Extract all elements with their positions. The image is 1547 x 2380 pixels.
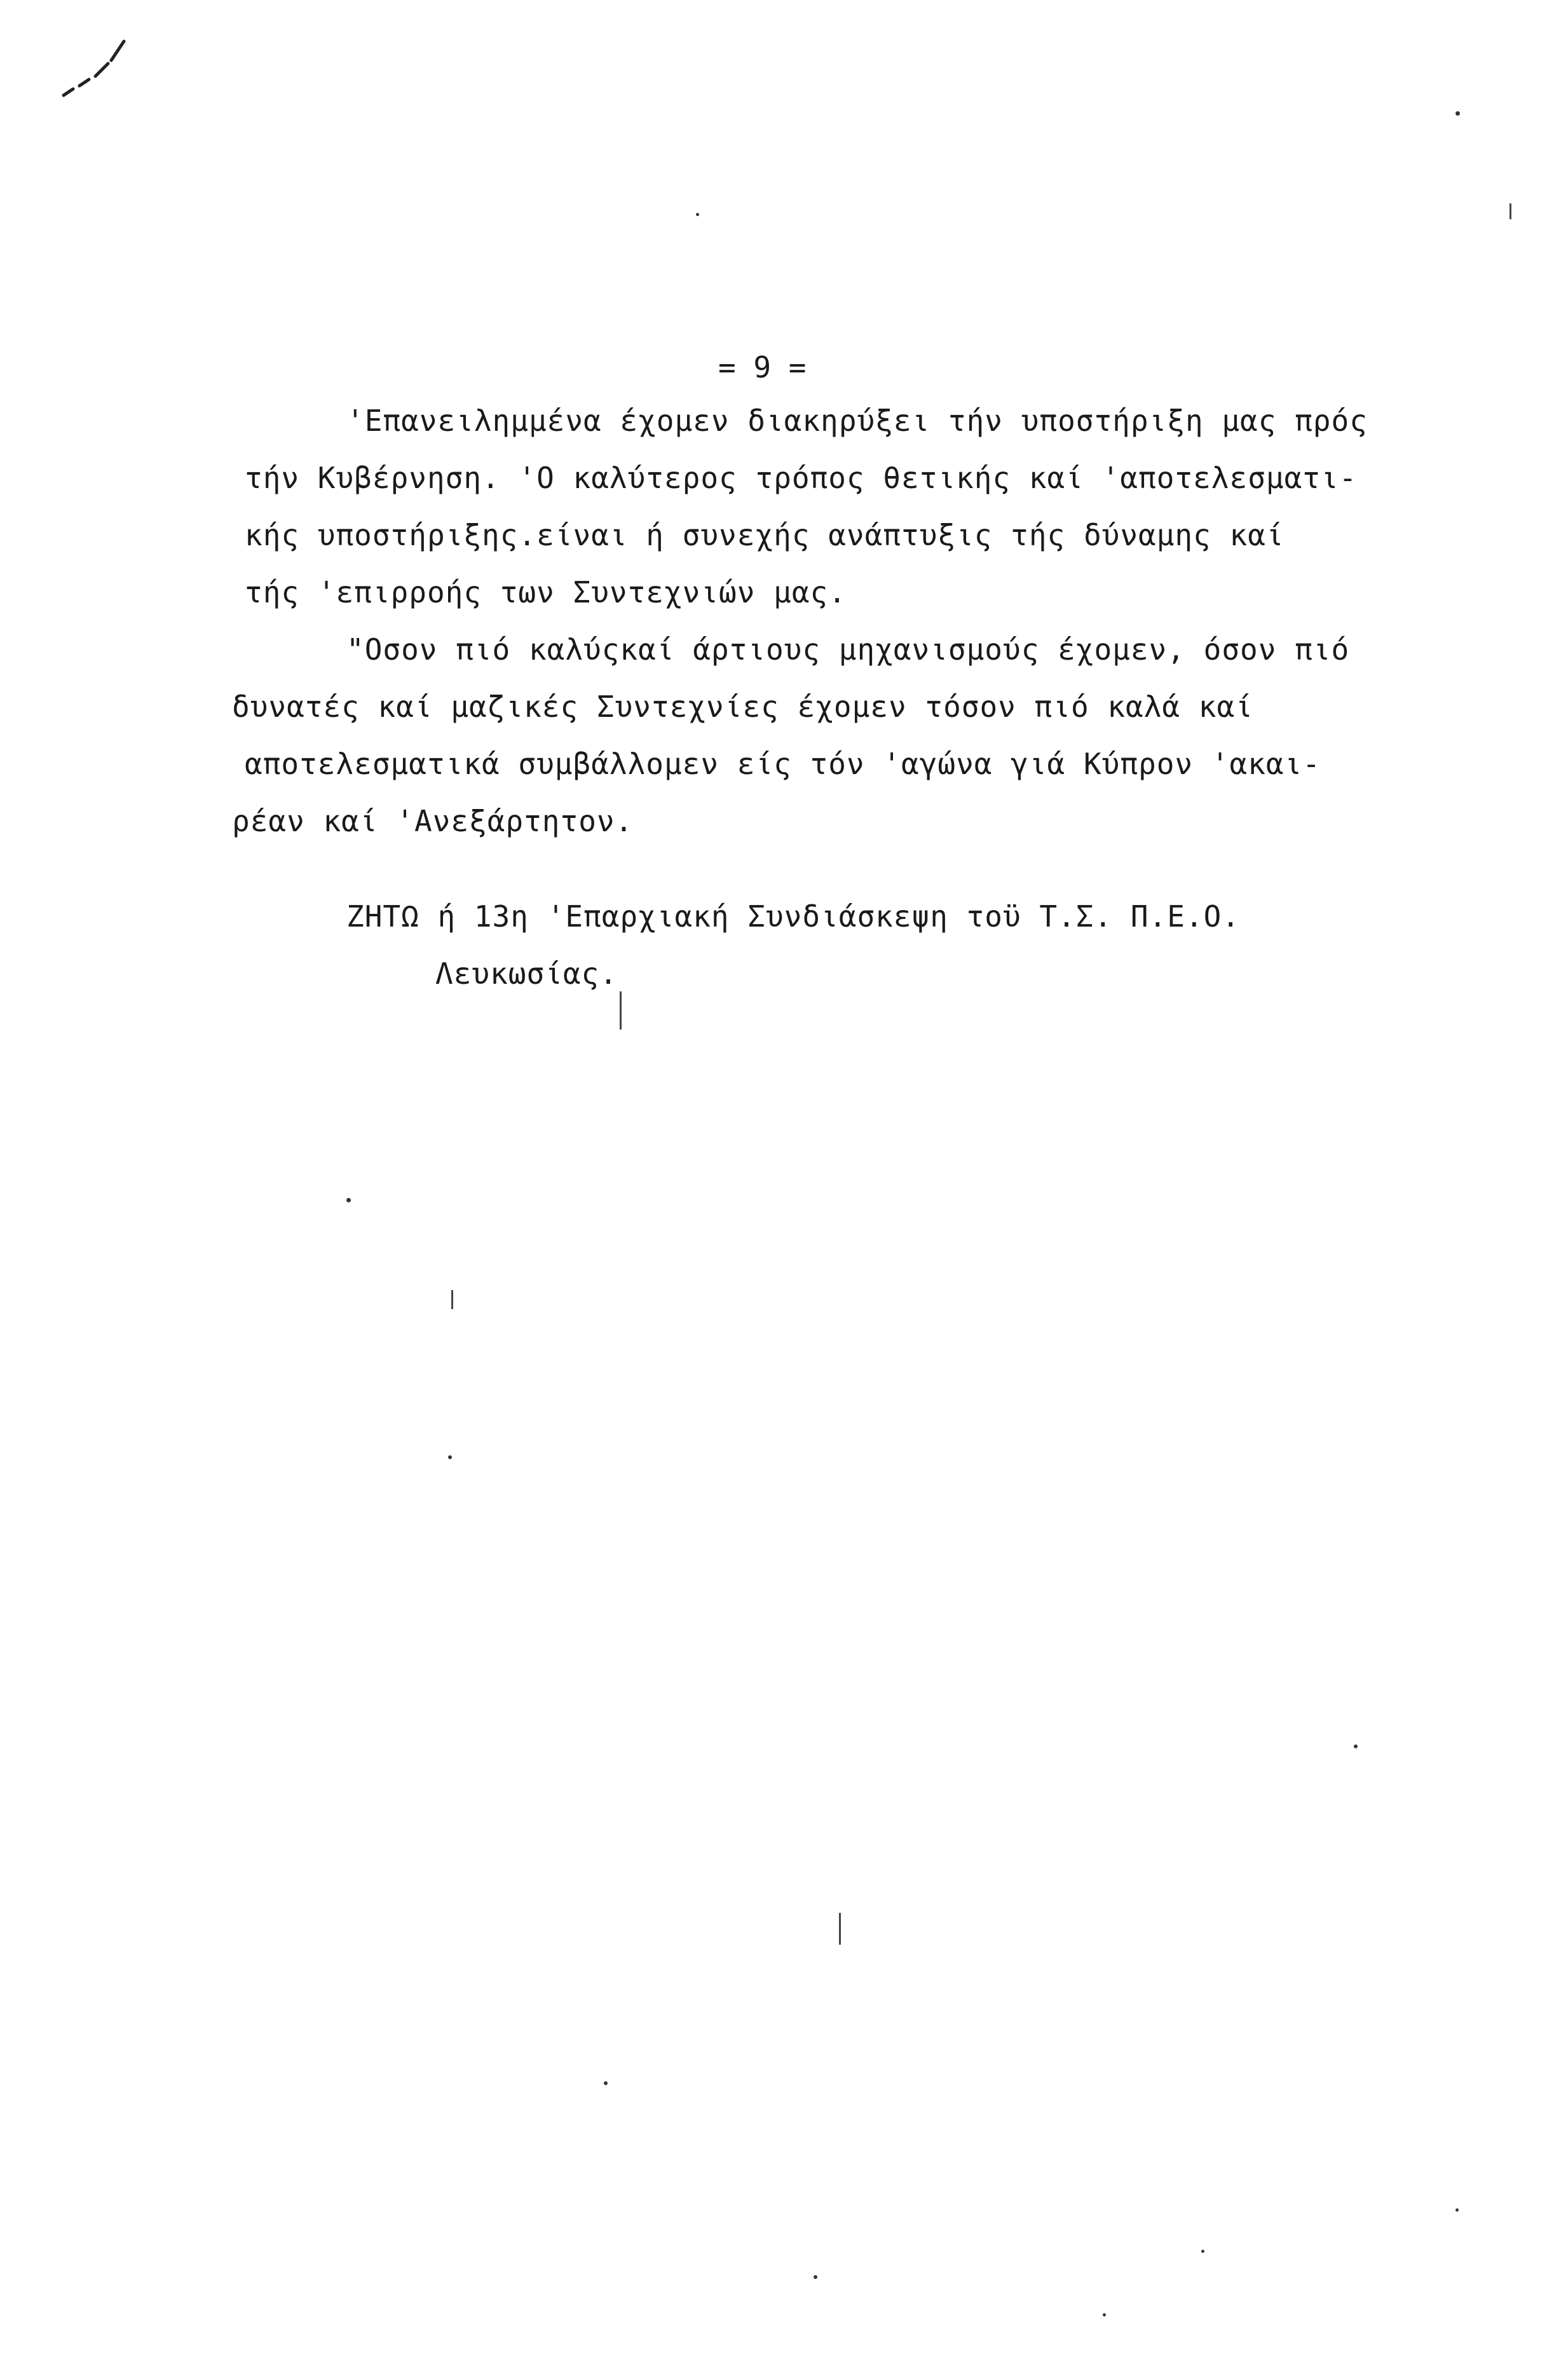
speck (346, 1198, 351, 1202)
scan-mark (620, 991, 622, 1030)
paragraph1-line1: 'Επανειλημμένα έχομεν διακηρύξει τήν υποστήριξη μας πρός (346, 404, 1368, 438)
speck (1201, 2250, 1204, 2253)
paragraph2-line4: ρέαν καί 'Ανεξάρτητον. (232, 804, 634, 838)
closing-line1: ΖΗΤΩ ή 13η 'Επαρχιακή Συνδιάσκεψη τοϋ Τ.Σ. Π.Ε.Ο. (346, 899, 1241, 934)
speck (1354, 1744, 1358, 1748)
scan-mark (839, 1913, 841, 1945)
paragraph2-line2: δυνατές καί μαζικές Συντεχνίες έχομεν τόσον πιό καλά καί (232, 690, 1253, 724)
speck (448, 1455, 452, 1459)
paragraph1-line2: τήν Κυβέρνηση. 'Ο καλύτερος τρόπος θετικής καί 'αποτελεσματι- (245, 461, 1358, 495)
paragraph1-line4: τής 'επιρροής των Συντεχνιών μας. (245, 575, 847, 609)
speck (696, 213, 699, 216)
closing-line2: Λευκωσίας. (435, 956, 618, 991)
paragraph2-line3: αποτελεσματικά συμβάλλομεν είς τόν 'αγώνα γιά Κύπρον 'ακαι- (245, 747, 1321, 781)
paragraph2-line1: "Οσον πιό καλύςκαί άρτιους μηχανισμούς έχομεν, όσον πιό (346, 632, 1350, 667)
page-number: = 9 = (718, 350, 807, 384)
scan-mark-top-left (60, 35, 130, 99)
speck (1455, 111, 1460, 116)
scan-mark (451, 1290, 453, 1309)
scan-mark (1510, 203, 1511, 219)
speck (1455, 2208, 1459, 2212)
speck (814, 2275, 817, 2279)
speck (1103, 2313, 1106, 2316)
speck (604, 2081, 608, 2085)
paragraph1-line3: κής υποστήριξης.είναι ή συνεχής ανάπτυξις τής δύναμης καί (245, 518, 1285, 552)
